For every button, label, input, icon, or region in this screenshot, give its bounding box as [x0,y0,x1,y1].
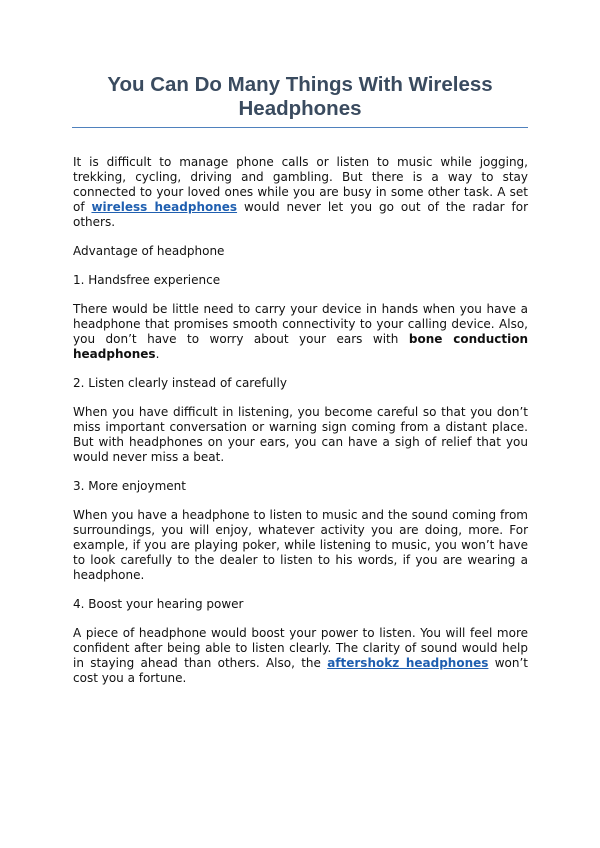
advantage-heading: Advantage of headphone [73,244,225,258]
title-underline [72,127,528,128]
section1-heading: 1. Handsfree experience [73,273,221,287]
aftershokz-headphones-link[interactable]: aftershokz headphones [327,656,489,670]
document-title: You Can Do Many Things With Wireless Headphones [107,73,493,120]
section2-paragraph: When you have difficult in listening, you become careful so that you don’t miss important conversation or warning sign coming from a distant place. But with headphones on your ears, you can have a sigh of relief that you would never miss a beat. [73,405,528,464]
bone-conduction-bold: bone conduction headphones [73,332,529,361]
document-body [73,155,528,700]
section1-text-end: . [155,347,160,361]
section4-text-end: won’t cost you a fortune. [73,656,528,685]
wireless-headphones-link[interactable]: wireless headphones [91,200,238,214]
intro-paragraph [73,155,528,230]
section1-text-start: There would be little need to carry your device in hands when you have a headphone that promises smooth connectivity to your calling device. Also, you don’t have to worry about your ears with [73,302,528,346]
section4-heading: 4. Boost your hearing power [73,597,244,611]
section4-text-start: A piece of headphone would boost your power to listen. You will feel more confident after being able to listen clearly. The clarity of sound would help in staying ahead than others. Also, the [73,626,528,670]
section3-paragraph: When you have a headphone to listen to music and the sound coming from surroundings, you will enjoy, whatever activity you are doing, more. For example, if you are playing poker, while listening to music, you won’t have to look carefully to the dealer to listen to his words, if you are wearing a headphone. [73,508,528,582]
section2-heading: 2. Listen clearly instead of carefully [73,376,287,390]
section1-paragraph [73,302,528,362]
intro-text-end: would never let you go out of the radar for others. [73,200,528,229]
section3-heading: 3. More enjoyment [73,479,186,493]
intro-text-start: It is difficult to manage phone calls or listen to music while jogging, trekking, cycling, driving and gambling. But there is a way to stay connected to your loved ones while you are busy in some other task. A set of [73,155,528,214]
section4-paragraph [73,626,528,686]
